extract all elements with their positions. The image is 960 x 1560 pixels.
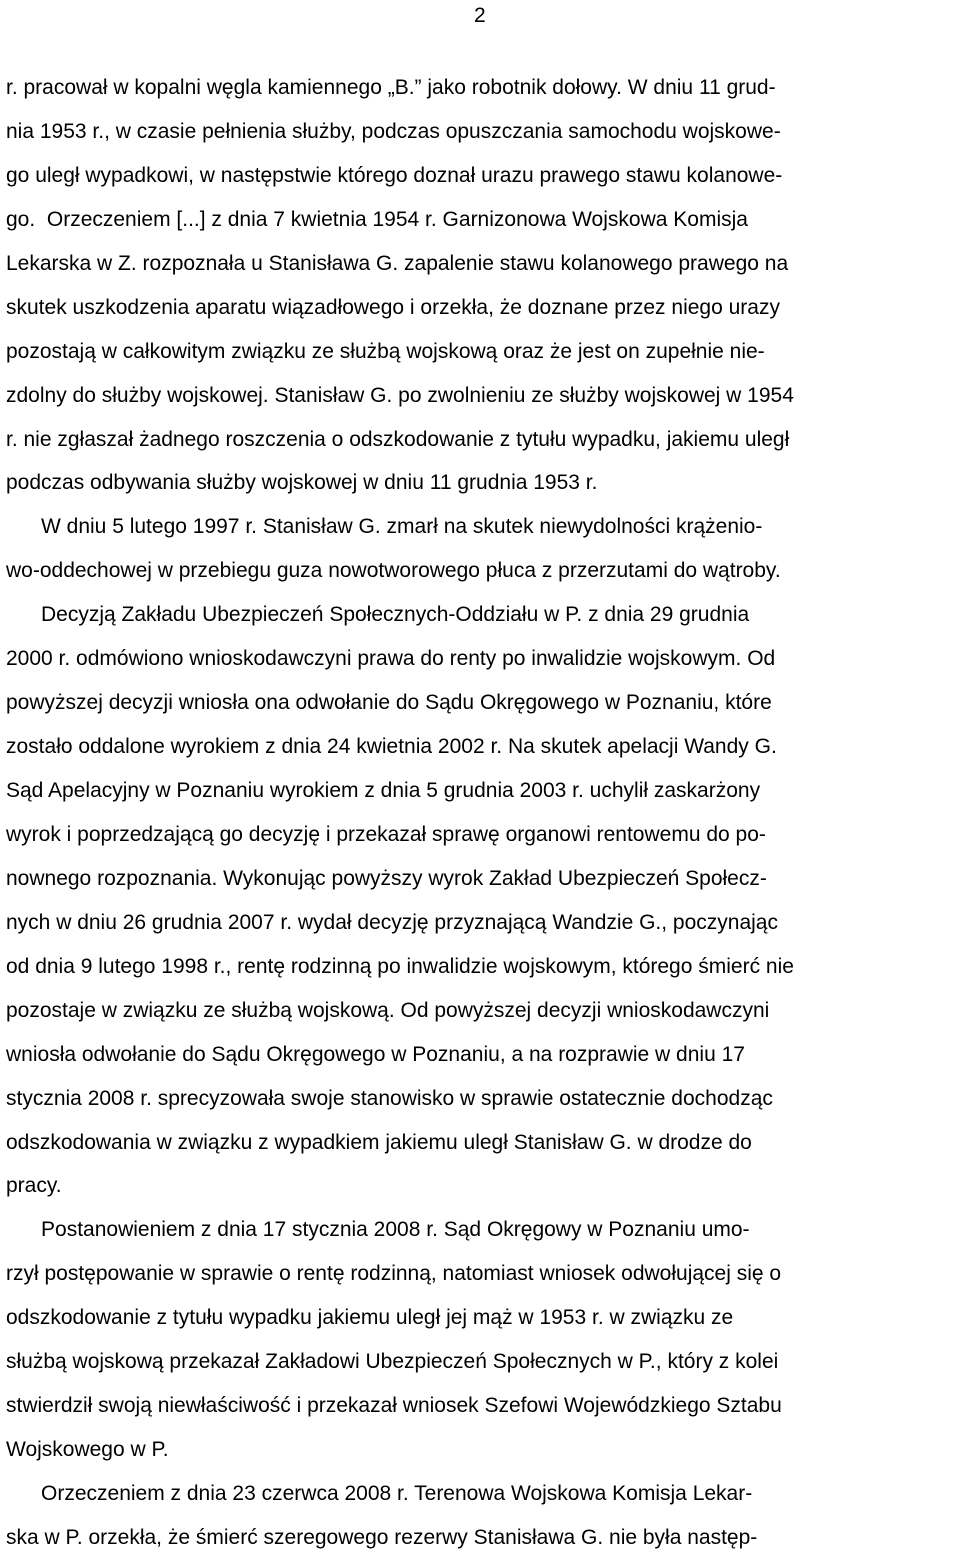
- text-line: stycznia 2008 r. sprecyzowała swoje stanowisko w sprawie ostatecznie dochodząc: [6, 1086, 773, 1110]
- text-line: go uległ wypadkowi, w następstwie którego doznał urazu prawego stawu kolanowe-: [6, 163, 783, 187]
- text-line: powyższej decyzji wniosła ona odwołanie do Sądu Okręgowego w Poznaniu, które: [6, 691, 772, 715]
- document-body: [6, 66, 956, 1560]
- page-number: 2: [474, 4, 486, 27]
- text-line: od dnia 9 lutego 1998 r., rentę rodzinną po inwalidzie wojskowym, którego śmierć nie: [6, 954, 794, 978]
- text-line: Sąd Apelacyjny w Poznaniu wyrokiem z dnia 5 grudnia 2003 r. uchylił zaskarżony: [6, 779, 761, 802]
- text-line: pozostają w całkowitym związku ze służbą wojskową oraz że jest on zupełnie nie-: [6, 339, 765, 363]
- text-line: wniosła odwołanie do Sądu Okręgowego w Poznaniu, a na rozprawie w dniu 17: [6, 1042, 745, 1066]
- text-line: odszkodowanie z tytułu wypadku jakiemu uległ jej mąż w 1953 r. w związku ze: [6, 1306, 734, 1330]
- text-line: nia 1953 r., w czasie pełnienia służby, podczas opuszczania samochodu wojskowe-: [6, 119, 781, 143]
- text-line: zostało oddalone wyrokiem z dnia 24 kwietnia 2002 r. Na skutek apelacji Wandy G.: [6, 735, 777, 759]
- text-line: podczas odbywania służby wojskowej w dniu 11 grudnia 1953 r.: [6, 471, 598, 495]
- text-line: Postanowieniem z dnia 17 stycznia 2008 r. Sąd Okręgowy w Poznaniu umo-: [6, 1218, 750, 1242]
- text-line: 2000 r. odmówiono wnioskodawczyni prawa do renty po inwalidzie wojskowym. Od: [6, 647, 776, 671]
- text-line: Decyzją Zakładu Ubezpieczeń Społecznych-Oddziału w P. z dnia 29 grudnia: [6, 603, 750, 627]
- text-line: r. pracował w kopalni węgla kamiennego „B.” jako robotnik dołowy. W dniu 11 grud-: [6, 76, 776, 99]
- text-line: nownego rozpoznania. Wykonując powyższy wyrok Zakład Ubezpieczeń Społecz-: [6, 866, 767, 890]
- text-line: służbą wojskową przekazał Zakładowi Ubezpieczeń Społecznych w P., który z kolei: [6, 1350, 779, 1374]
- text-line: rzył postępowanie w sprawie o rentę rodzinną, natomiast wniosek odwołującej się o: [6, 1262, 782, 1286]
- text-line: ska w P. orzekła, że śmierć szeregowego rezerwy Stanisława G. nie była następ-: [6, 1525, 758, 1549]
- text-line: pracy.: [6, 1174, 62, 1198]
- text-line: wyrok i poprzedzającą go decyzję i przekazał sprawę organowi rentowemu do po-: [6, 822, 766, 846]
- text-line: r. nie zgłaszał żadnego roszczenia o odszkodowanie z tytułu wypadku, jakiemu uległ: [6, 427, 790, 451]
- text-line: pozostaje w związku ze służbą wojskową. Od powyższej decyzji wnioskodawczyni: [6, 998, 770, 1022]
- text-line: odszkodowania w związku z wypadkiem jakiemu uległ Stanisław G. w drodze do: [6, 1130, 752, 1154]
- text-line: W dniu 5 lutego 1997 r. Stanisław G. zmarł na skutek niewydolności krążenio-: [6, 515, 763, 539]
- text-line: wo-oddechowej w przebiegu guza nowotworowego płuca z przerzutami do wątroby.: [6, 559, 781, 583]
- text-line: go. Orzeczeniem [...] z dnia 7 kwietnia 1954 r. Garnizonowa Wojskowa Komisja: [6, 207, 748, 231]
- text-line: zdolny do służby wojskowej. Stanisław G. po zwolnieniu ze służby wojskowej w 1954: [6, 383, 794, 407]
- text-line: Wojskowego w P.: [6, 1438, 169, 1462]
- text-line: Orzeczeniem z dnia 23 czerwca 2008 r. Terenowa Wojskowa Komisja Lekar-: [6, 1482, 753, 1505]
- text-line: skutek uszkodzenia aparatu wiązadłowego i orzekła, że doznane przez niego urazy: [6, 295, 780, 319]
- text-line: Lekarska w Z. rozpoznała u Stanisława G. zapalenie stawu kolanowego prawego na: [6, 251, 789, 275]
- text-line: nych w dniu 26 grudnia 2007 r. wydał decyzję przyznającą Wandzie G., poczynając: [6, 910, 778, 934]
- text-line: stwierdził swoją niewłaściwość i przekazał wniosek Szefowi Wojewódzkiego Sztabu: [6, 1394, 782, 1418]
